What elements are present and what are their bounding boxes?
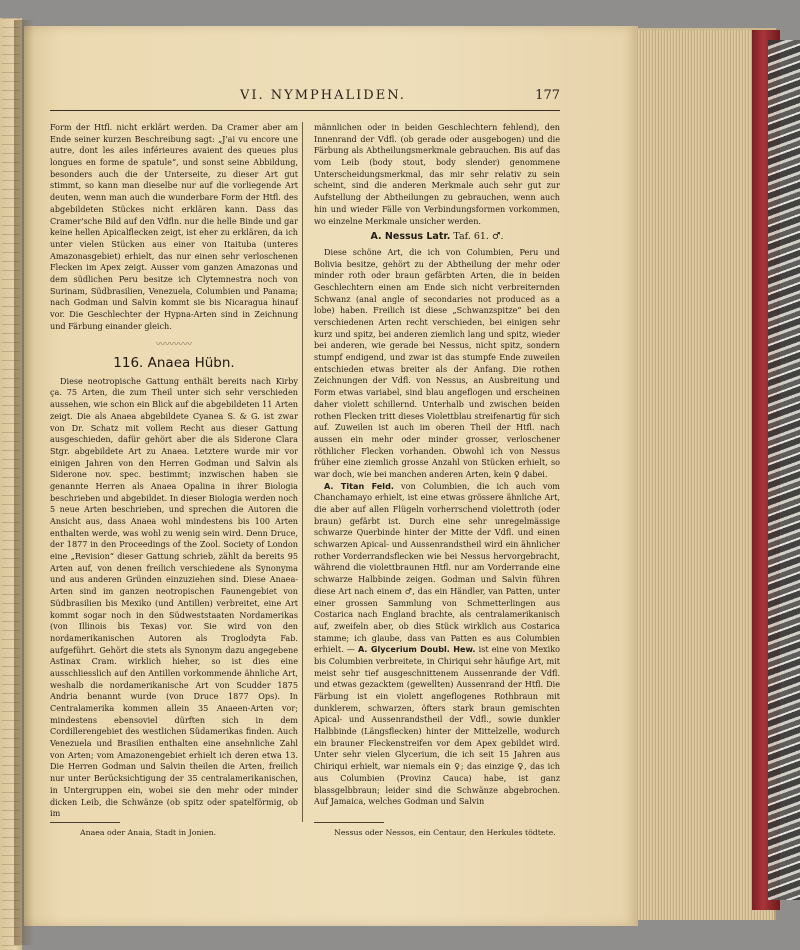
paragraph: Form der Htfl. nicht erklärt werden. Da Cramer aber am Ende seiner kurzen Beschreibung sagt: „J'ai vu encore une autre, dont les ailes inférieures avaient des queues plus longues en forme de spatule“, und sonst seine Abbildung, besonders auch die der Unterseite, zu dieser Art gut stimmt, so kann man dieselbe nur auf die vorliegende Art deuten, wenn man auch die wunderbare Form der Htfl. des abgebildeten Stückes nicht erklären kann. Dass das Cramer'sche Bild auf den Vdfln. nur die helle Binde und gar keine hellen Apicalflecken zeigt, ist eher zu erklären, da ich unter vielen Stücken aus einer von Itaituba (unteres Amazonasgebiet) erhielt, das nur einen sehr verloschenen Flecken im Apex zeigt. Ausser vom ganzen Amazonas und dem südlichen Peru besitze ich Clytemnestra noch von Surinam, Südbrasilien, Venezuela, Columbien und Panama; nach Godman und Salvin kommt sie bis Nicaragua hinauf vor. Die Geschlechter der Hypna-Arten sind in Zeichnung und Färbung einander gleich.: [50, 122, 298, 331]
left-column: [50, 122, 298, 820]
footnote: Nessus oder Nessos, ein Centaur, den Herkules tödtete.: [334, 828, 556, 837]
paragraph-text: von Columbien, die ich auch vom Chanchamayo erhielt, ist eine etwas grössere ähnliche Art, die aber auf allen Flügeln vorherrschend violettroth (oder braun) gefärbt ist. Durch eine sehr unregelmässige schwarze Querbinde hinter der Mitte der Vdfl. und einen schwarzen Apical- und Aussenrandstheil wird ein ähnlicher rother Vorderrandsflecken wie bei Nessus hervorgebracht, während die violettbraunen Htfl. nur am Vorderrande eine schwarze Halbbinde zeigen. Godman und Salvin führen diese Art nach einem ♂, das ein Händler, van Patten, unter einer grossen Sammlung von Schmetterlingen aus Costarica nach England brachte, als centralamerikanisch auf, zweifeln aber, ob dies Stück wirklich aus Costarica stamme; ich glaube, dass van Patten es aus Columbien erhielt. —: [314, 480, 560, 655]
header-rule: [50, 110, 560, 111]
right-column: [314, 122, 560, 808]
species-name: A. Nessus Latr.: [370, 231, 451, 243]
binding-shadow: [14, 20, 34, 945]
page-number: 177: [535, 88, 560, 103]
column-divider: [302, 122, 303, 822]
running-header: [50, 88, 560, 110]
section-ornament: 〰〰〰〰: [155, 340, 192, 351]
section-heading: 116. Anaea Hübn.: [113, 355, 235, 372]
plate-reference: Taf. 61. ♂.: [453, 231, 504, 243]
species-name: A. Glycerium Doubl. Hew.: [358, 644, 476, 655]
paragraph: [314, 481, 560, 808]
paragraph: Diese neotropische Gattung enthält bereits nach Kirby ça. 75 Arten, die zum Theil unter sich sehr verschieden aussehen, wie schon ein Blick auf die abgebildeten 11 Arten zeigt. Die als Anaea abgebildete Cyanea S. & G. ist zwar von Dr. Schatz mit vollem Recht aus dieser Gattung ausgeschieden, dafür gehört aber die als Siderone Clara Stgr. abgebildete Art zu Anaea. Letztere wurde mir vor einigen Jahren von den Herren Godman und Salvin als Siderone nov. spec. bestimmt; inzwischen haben sie genannte Herren als Anaea Opalina in ihrer Biologia beschrieben und abgebildet. In dieser Biologia werden noch 5 neue Arten beschrieben, und sprechen die Autoren die Ansicht aus, dass Anaea wohl mindestens bis 100 Arten enthalten werde, was wohl zu wenig sein wird. Denn Druce, der 1877 in den Proceedings of the Zool. Society of London eine „Revision“ dieser Gattung schrieb, zählt da bereits 95 Arten auf, von denen freilich verschiedene als Synonyma und aus anderen Gründen einzuziehen sind. Diese Anaea-Arten sind im ganzen neotropischen Faunengebiet von Südbrasilien bis Mexiko (und Antillen) verbreitet, eine Art kommt sogar noch in den Südweststaaten Nordamerikas (von Illinois bis Texas) vor. Sie wird von den nordamerikanischen Autoren als Troglodyta Fab. aufgeführt. Gehört die stets als Synonym dazu angegebene Astinax Cram. wirklich hieher, so ist dies eine ausschliesslich auf den Antillen vorkommende ähnliche Art, weshalb die nordamerikanische Art von Scudder 1875 Andria benannt wurde (von Druce 1877 Ops). In Centralamerika kommen allein 35 Anaeen-Arten vor; mindestens ebensoviel dürften sich in dem Cordillerengebiet des westlichen Südamerikas finden. Auch Venezuela und Brasilien enthalten eine ansehnliche Zahl von Arten; vom Amazonengebiet erhielt ich deren etwa 13. Die Herren Godman und Salvin theilen die Arten, freilich nur unter Berücksichtigung der 35 centralamerikanischen, in Untergruppen ein, wobei sie den mehr oder minder dicken Leib, die Schwänze (ob spitz oder spatelförmig, ob im: [50, 375, 298, 819]
paragraph: Diese schöne Art, die ich von Columbien, Peru und Bolivia besitze, gehört zu der Abtheilung der mehr oder minder roth oder braun gefärbten Arten, die in beiden Geschlechtern einen am Ende sich nicht verbreiternden Schwanz (anal angle of secondaries not produced as a lobe) haben. Freilich ist diese „Schwanzspitze“ bei den verschiedenen Arten recht verschieden, bei einigen sehr kurz und spitz, bei anderen ziemlich lang und spitz, wieder bei anderen, wie gerade bei Nessus, nicht spitz, sondern stumpf endigend, und zwar ist das stumpfe Ende zuweilen entschieden etwas breiter als der Anfang. Die rothen Zeichnungen der Vdfl. von Nessus, an Ausbreitung und Form etwas variabel, sind blau angeflogen und erscheinen daher violett schillernd. Unterhalb und zwischen beiden rothen Flecken tritt dieses Violettblau streifenartig für sich auf. Zuweilen ist auch im oberen Theil der Htfl. nach aussen ein mehr oder minder grosser, verloschener röthlicher Flecken vorhanden. Obwohl ich von Nessus früher eine ziemlich grosse Anzahl von Stücken erhielt, so war doch, wie bei manchen anderen Arten, kein ♀ dabei.: [314, 246, 560, 479]
running-title: VI. NYMPHALIDEN.: [240, 88, 406, 103]
species-name: A. Titan Feld.: [324, 480, 394, 491]
species-heading: [314, 231, 560, 243]
book-cover-marbled: [768, 40, 800, 900]
paragraph: männlichen oder in beiden Geschlechtern fehlend), den Innenrand der Vdfl. (ob gerade oder ausgebogen) und die Färbung als Abtheilungsmerkmale gebrauchen. Bis auf das vom Leib (body stout, body slender) genommene Unterscheidungsmerkmal, das mir sehr relativ zu sein scheint, sind die anderen Merkmale auch sehr gut zur Aufstellung der Abtheilungen zu gebrauchen, wenn auch hin und wieder Fälle von Verbindungsformen vorkommen, wo einzelne Merkmale unsicher werden.: [314, 122, 560, 226]
paragraph-text: ist eine von Mexiko bis Columbien verbreitete, in Chiriqui sehr häufige Art, mit meist sehr tief ausgeschnittenem Aussenrande der Vdfl. und etwas gezacktem (gewellten) Aussenrand der Htfl. Die Färbung ist ein violett angeflogenes Rothbraun mit dunklerem, schwarzen, öfters stark braun gemischten Apical- und Aussenrandstheil der Vdfl., sowie dunkler Halbbinde (Längsflecken) hinter der Mittelzelle, wodurch ein brauner Fleckenstreifen vor dem Apex gebildet wird. Unter sehr vielen Glycerium, die ich seit 15 Jahren aus Chiriqui erhielt, war niemals ein ♀; das einzige ♀, das ich aus Columbien (Provinz Cauca) habe, ist ganz blassgelbbraun; leider sind die Schwänze abgebrochen. Auf Jamaica, welches Godman und Salvin: [314, 644, 560, 807]
footnote-rule: [50, 822, 120, 823]
footnote-rule: [314, 822, 384, 823]
footnote: Anaea oder Anaia, Stadt in Jonien.: [80, 828, 217, 837]
